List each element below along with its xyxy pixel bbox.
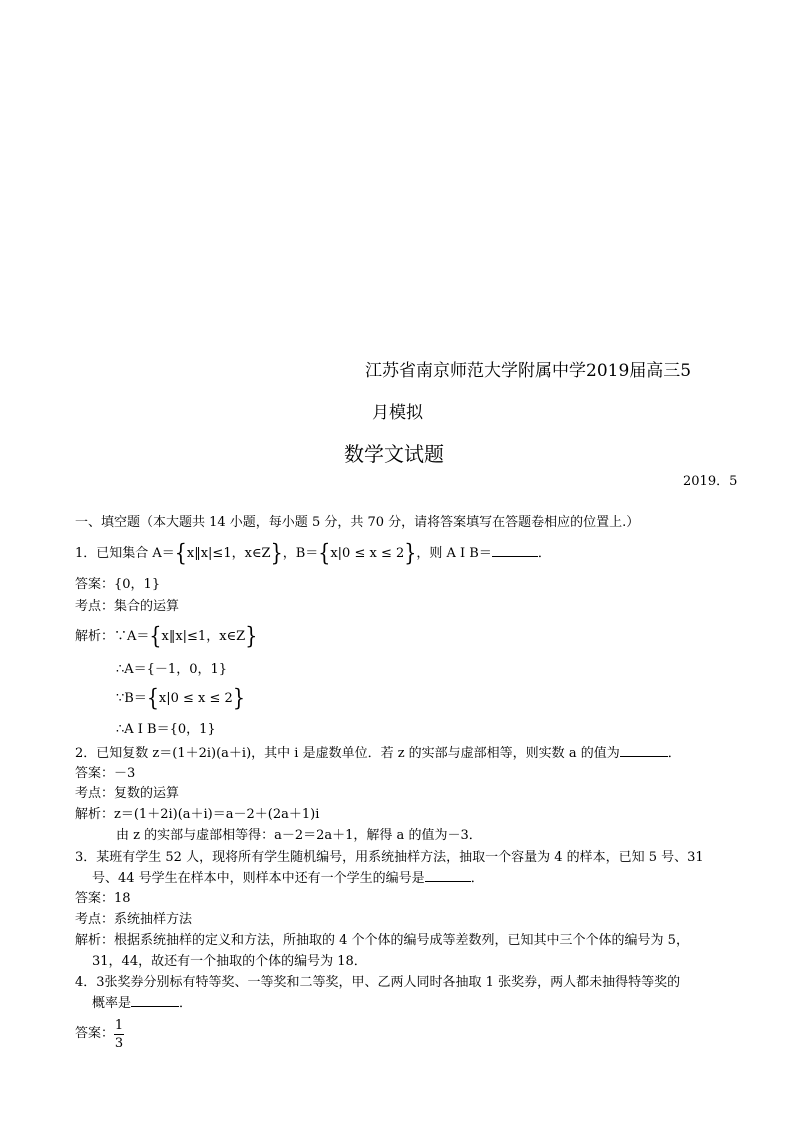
question-3-line-2 [92, 870, 484, 888]
fraction-denominator: 3 [114, 1035, 124, 1051]
q1-tail: ． [537, 546, 551, 561]
q2-text: 2．已知复数 z＝(1＋2i)(a＋i)，其中 i 是虚数单位．若 z 的实部与虚部相等，则实数 a 的值为 [75, 746, 620, 761]
q1-point: 考点：集合的运算 [75, 599, 180, 614]
question-4-line-1: 4．3张奖券分别标有特等奖、一等奖和二等奖，甲、乙两人同时各抽取 1 张奖券，两人都未抽得特等奖的 [75, 975, 681, 990]
q1-solution-1 [75, 622, 258, 650]
brace-close: } [404, 539, 417, 567]
brace-open: { [174, 539, 187, 567]
q4-answer-label: 答案： [75, 1026, 115, 1041]
school-title-line2: 月模拟 [372, 403, 423, 423]
q1-prefix: 1．已知集合 A＝ [75, 546, 175, 561]
q3-line2-text: 号、44 号学生在样本中，则样本中还有一个学生的编号是 [92, 871, 425, 886]
q2-solution-2: 由 z 的实部与虚部相等得：a－2＝2a＋1，解得 a 的值为－3． [116, 828, 482, 843]
exam-date: 2019．5 [683, 474, 738, 489]
q1-sol3-label: ∵B＝ [116, 691, 147, 706]
q3-tail: ． [470, 871, 484, 886]
answer-blank [492, 556, 538, 557]
q2-tail: ． [667, 746, 681, 761]
q1-set-a: x‖x|≤1，x∈Z [186, 546, 271, 561]
q4-line2-text: 概率是 [92, 996, 132, 1011]
question-1 [75, 539, 551, 567]
question-2 [75, 745, 681, 763]
question-4-line-2 [92, 995, 192, 1013]
brace-open: { [146, 684, 159, 712]
q4-answer [75, 1014, 124, 1054]
q1-mid: ，B＝ [282, 546, 319, 561]
q3-solution-2: 31，44，故还有一个抽取的个体的编号为 18． [92, 954, 367, 969]
brace-open: { [149, 622, 162, 650]
answer-blank [620, 756, 668, 757]
q3-answer: 答案：18 [75, 891, 131, 906]
brace-close: } [245, 622, 258, 650]
q2-point: 考点：复数的运算 [75, 786, 180, 801]
q1-suffix: ，则 A I B＝ [416, 546, 492, 561]
q1-solution-2: ∴A＝{－1，0，1} [116, 662, 228, 677]
question-3-line-1: 3．某班有学生 52 人，现将所有学生随机编号，用系统抽样方法，抽取一个容量为 4 的样本，已知 5 号、31 [75, 850, 704, 865]
q1-answer: 答案：{0，1} [75, 577, 161, 592]
brace-open: { [318, 539, 331, 567]
q1-set-b: x|0 ≤ x ≤ 2 [330, 546, 405, 561]
q1-sol-label: 解析：∵A＝ [75, 629, 150, 644]
fraction [114, 1018, 124, 1051]
fraction-bar [114, 1034, 124, 1035]
answer-blank [425, 881, 471, 882]
subject-title: 数学文试题 [344, 442, 444, 466]
q4-tail: ． [179, 996, 193, 1011]
q1-solution-4: ∴A I B＝{0，1} [116, 722, 216, 737]
brace-close: } [270, 539, 283, 567]
q3-point: 考点：系统抽样方法 [75, 912, 193, 927]
answer-blank [131, 1006, 179, 1007]
q2-answer: 答案：－3 [75, 766, 136, 781]
q2-solution-1: 解析：z＝(1＋2i)(a＋i)＝a－2＋(2a＋1)i [75, 807, 320, 822]
q3-solution-1: 解析：根据系统抽样的定义和方法，所抽取的 4 个个体的编号成等差数列，已知其中三个个体的编号为 5， [75, 933, 689, 948]
q1-solution-3 [116, 684, 245, 712]
section-heading: 一、填空题（本大题共 14 小题，每小题 5 分，共 70 分，请将答案填写在答题卷相应的位置上.） [75, 515, 640, 530]
q1-sol3-set: x|0 ≤ x ≤ 2 [158, 691, 233, 706]
fraction-numerator: 1 [114, 1017, 124, 1033]
brace-close: } [232, 684, 245, 712]
q1-sol-set: x‖x|≤1，x∈Z [161, 629, 246, 644]
school-title-line1: 江苏省南京师范大学附属中学2019届高三5 [365, 361, 692, 381]
